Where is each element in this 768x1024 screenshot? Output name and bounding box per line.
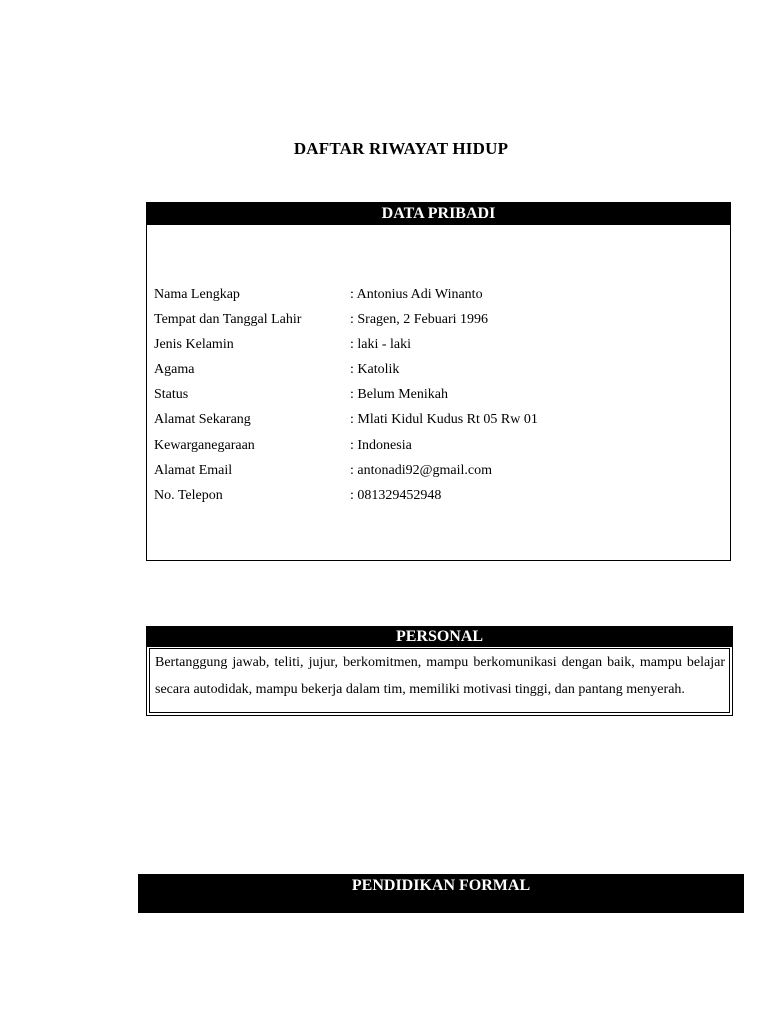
field-label: Agama	[154, 362, 195, 378]
field-label: Alamat Email	[154, 462, 233, 478]
field-row-agama	[154, 357, 714, 382]
data-pribadi-section	[146, 202, 731, 561]
data-pribadi-heading: DATA PRIBADI	[147, 203, 730, 225]
personal-section	[146, 626, 733, 716]
document-title: DAFTAR RIWAYAT HIDUP	[293, 139, 509, 158]
personal-text-box	[149, 648, 730, 713]
field-row-status	[154, 382, 714, 407]
field-label: Jenis Kelamin	[154, 337, 234, 353]
field-label: Alamat Sekarang	[154, 412, 251, 428]
field-value: : Mlati Kidul Kudus Rt 05 Rw 01	[350, 412, 538, 428]
field-row-tempat-tanggal-lahir	[154, 307, 714, 332]
field-value: : Antonius Adi Winanto	[350, 287, 483, 302]
personal-heading: PERSONAL	[147, 627, 732, 647]
field-value: : Katolik	[350, 362, 400, 378]
field-value: : Indonesia	[350, 437, 412, 453]
field-row-no-telepon	[154, 483, 714, 508]
field-value: : antonadi92@gmail.com	[350, 462, 492, 478]
field-value: : laki - laki	[350, 337, 412, 353]
field-row-alamat-sekarang	[154, 407, 714, 432]
field-label: Tempat dan Tanggal Lahir	[154, 312, 302, 328]
field-label: Kewarganegaraan	[154, 437, 255, 453]
personal-data-fields	[154, 282, 714, 508]
field-label: Nama Lengkap	[154, 287, 240, 302]
field-label: Status	[154, 387, 189, 403]
personal-description: Bertanggung jawab, teliti, jujur, berkomitmen, mampu berkomunikasi dengan baik, mampu belajar secara autodidak, mampu bekerja dalam tim, memiliki motivasi tinggi, dan pantang menyerah.	[155, 655, 725, 697]
field-label: No. Telepon	[154, 487, 223, 503]
field-row-alamat-email	[154, 458, 714, 483]
field-value: : 081329452948	[350, 487, 442, 503]
field-row-nama-lengkap	[154, 282, 714, 307]
field-value: : Belum Menikah	[350, 387, 448, 403]
field-value: : Sragen, 2 Febuari 1996	[350, 312, 489, 328]
pendidikan-formal-heading: PENDIDIKAN FORMAL	[138, 874, 744, 913]
field-row-kewarganegaraan	[154, 433, 714, 458]
field-row-jenis-kelamin	[154, 332, 714, 357]
